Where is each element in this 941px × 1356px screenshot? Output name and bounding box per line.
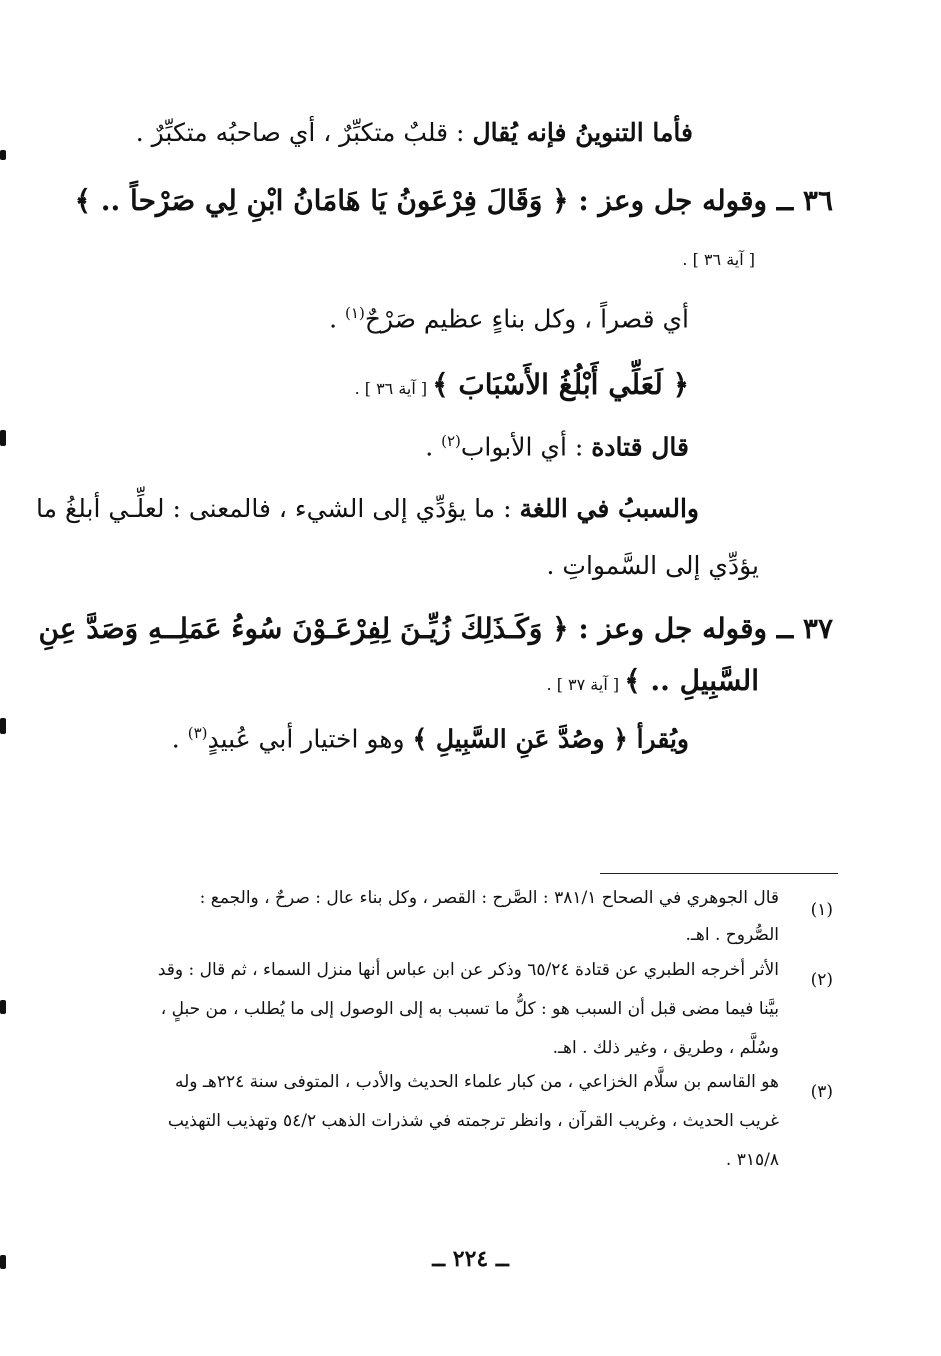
text-line-8: [547, 551, 759, 580]
scan-edge-mark: [0, 430, 6, 446]
footnote-2-line-1: الأثر أخرجه الطبري عن قتادة ٦٥/٢٤ وذكر عن ابن عباس أنها منزل السماء ، ثم قال : وقد: [157, 960, 779, 980]
page-number: ــ ٢٢٤ ــ: [432, 1246, 509, 1272]
footnote-2-line-3: وسُلَّم ، وطريق ، وغير ذلك . اهـ.: [552, 1038, 779, 1058]
ayah-ref: [ آية ٣٦ ] .: [354, 379, 433, 398]
footnote-1-line-2: الصُّروح . اهـ.: [685, 925, 779, 945]
footnote-1-line-1: قال الجوهري في الصحاح ٣٨١/١ : الصَّرح : القصر ، وكل بناء عال : صرحٌ ، والجمع :: [199, 888, 779, 908]
quran-verse: السَّبِيلِ .. ﴾: [624, 664, 759, 697]
footnote-ref-1[interactable]: (١): [345, 304, 365, 322]
footnote-3-line-2: غريب الحديث ، وغريب القرآن ، وانظر ترجمته في شذرات الذهب ٥٤/٢ وتهذيب التهذيب: [167, 1111, 779, 1131]
footnote-number-3: (٣): [810, 1082, 833, 1102]
footnote-2-line-2: بيَّنا فيما مضى قبل أن السبب هو : كلُّ ما تسبب به إلى الوصول إلى ما يُطلب ، من حبلٍ ،: [160, 999, 779, 1019]
text-span: .: [171, 724, 188, 754]
scan-edge-mark: [0, 718, 6, 734]
text-span: أي قصراً ، وكل بناءٍ عظيم صَرْحٌ: [364, 304, 689, 334]
bold-term: فأما التنوينُ فإنه يُقال: [472, 118, 693, 147]
footnote-number-1: (١): [810, 900, 833, 920]
bold-term: قال قتادة: [591, 432, 689, 462]
text-span: يؤدِّي إلى السَّمواتِ .: [546, 551, 759, 580]
scan-edge-mark: [0, 1255, 6, 1269]
quran-verse: ﴿ وَكَـذَلِكَ زُيِّـنَ لِفِرْعَـوْنَ سُوءُ عَمَلِــهِ وَصَدَّ عِنِ: [38, 612, 569, 645]
ayah-ref: [ آية ٣٦ ] .: [682, 250, 755, 269]
verse-number-intro: ٣٦ ــ وقوله جل وعز :: [568, 184, 833, 217]
text-span: .: [425, 432, 442, 462]
footnote-3-line-3: ٣١٥/٨ .: [725, 1150, 779, 1170]
verse-line-10: [547, 664, 759, 697]
footnote-3-line-1: هو القاسم بن سلَّام الخزاعي ، من كبار علماء الحديث والأدب ، المتوفى سنة ٢٢٤هـ وله: [174, 1072, 779, 1092]
text-span: : أي الأبواب: [460, 432, 592, 462]
verse-36-line: [75, 184, 833, 217]
text-span: : قلبٌ متكبِّرٌ ، أي صاحبُه متكبِّرٌ .: [135, 118, 473, 147]
text-line-4: [329, 304, 689, 333]
text-line-1: [136, 118, 693, 147]
verse-37-line: [38, 612, 833, 645]
text-span: ويُقرأ: [627, 724, 689, 754]
text-span: وهو اختيار أبي عُبيدٍ: [207, 724, 413, 754]
scan-edge-mark: [0, 150, 6, 160]
text-span: .: [329, 304, 346, 334]
footnote-ref-2[interactable]: (٢): [441, 432, 461, 450]
verse-reference: [682, 250, 755, 269]
footnote-separator: [600, 873, 838, 874]
scan-edge-mark: [0, 1000, 6, 1014]
text-line-6: [425, 432, 689, 461]
text-line-11: [172, 724, 689, 753]
quran-verse: ﴿ وصُدَّ عَنِ السَّبِيلِ ﴾: [412, 724, 628, 754]
text-line-7: [36, 494, 699, 523]
footnote-ref-3[interactable]: (٣): [187, 724, 208, 742]
bold-term: والسببُ في اللغة: [519, 494, 699, 523]
text-span: : ما يؤدِّي إلى الشيء ، فالمعنى : لعلِّـي أبلغُ ما: [36, 494, 520, 523]
ayah-ref: [ آية ٣٧ ] .: [546, 675, 625, 694]
verse-number-intro: ٣٧ ــ وقوله جل وعز :: [568, 612, 833, 645]
footnote-number-2: (٢): [810, 970, 833, 990]
quran-verse: ﴿ لَعَلِّي أَبْلُغُ الأَسْبَابَ ﴾: [432, 368, 689, 401]
quran-verse: ﴿ وَقَالَ فِرْعَونُ يَا هَامَانُ ابْنِ لِي صَرْحاً .. ﴾: [74, 184, 569, 217]
verse-line-5: [355, 368, 689, 401]
